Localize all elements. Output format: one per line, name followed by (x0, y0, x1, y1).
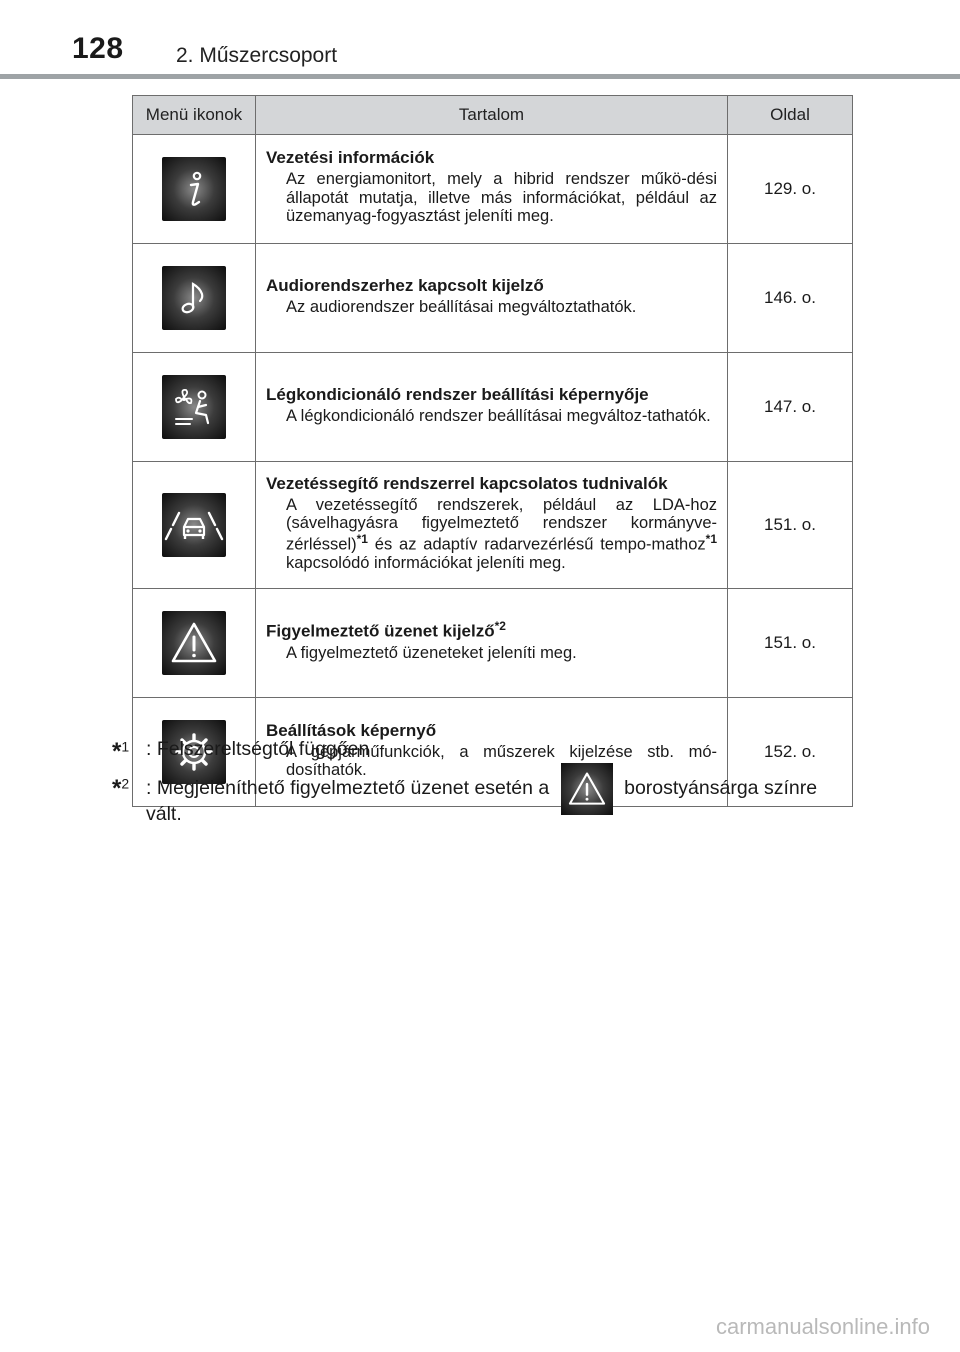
item-description-part: és az adaptív radarvezérlésű tempo-mathoz (367, 535, 706, 554)
footnote-2 (112, 775, 852, 826)
column-header-page: Oldal (728, 96, 853, 135)
footnote-text: borostyánsárga színre vált. (146, 777, 818, 825)
page-number: 128 (72, 32, 124, 65)
table-row (133, 135, 853, 244)
climate-fan-icon (162, 375, 226, 439)
content-cell (256, 462, 728, 589)
page-reference: 129. o. (728, 135, 853, 244)
item-description-part: kapcsolódó információkat jeleníti meg. (286, 553, 566, 572)
lane-assist-car-icon (162, 493, 226, 557)
item-description (266, 496, 717, 572)
icon-cell (133, 353, 256, 462)
page-reference: 146. o. (728, 244, 853, 353)
item-description: A gépjárműfunkciók, a műszerek kijelzése stb. mó-dosíthatók. (286, 742, 717, 779)
page-reference: 151. o. (728, 462, 853, 589)
watermark: carmanualsonline.info (715, 1314, 930, 1339)
item-title: Vezetési információk (266, 148, 435, 168)
column-header-content: Tartalom (256, 96, 728, 135)
header-rule (0, 74, 960, 79)
table-row (133, 244, 853, 353)
item-description-part: A vezetéssegítő rendszerek, például az LDA-hoz (sávelhagyásra figyelmeztető rendszer kormányve-zérléssel) (286, 495, 717, 554)
content-cell (256, 244, 728, 353)
page-reference: 151. o. (728, 589, 853, 698)
icon-cell (133, 244, 256, 353)
section-title: 2. Műszercsoport (176, 44, 338, 67)
icon-cell (133, 462, 256, 589)
footnote-marker (112, 775, 129, 803)
footnote-star: * (112, 738, 122, 765)
item-title: Vezetéssegítő rendszerrel kapcsolatos tudnivalók (266, 473, 668, 493)
item-description: Az energiamonitort, mely a hibrid rendszer műkö-dési állapotát mutatja, illetve más információkat, például az üzemanyag-fogyasztást jeleníti meg. (286, 170, 717, 226)
footnote-marker (112, 738, 129, 766)
music-note-icon (162, 266, 226, 330)
info-icon (162, 157, 226, 221)
column-header-icons: Menü ikonok (133, 96, 256, 135)
warning-triangle-icon (162, 611, 226, 675)
table-header-row (133, 96, 853, 135)
content-cell (256, 135, 728, 244)
footnote-ref: *2 (494, 619, 506, 634)
item-title-text: Figyelmeztető üzenet kijelző (266, 622, 495, 642)
content-cell (256, 353, 728, 462)
footnote-number: 2 (121, 775, 130, 792)
page-header (0, 0, 960, 80)
item-description: A figyelmeztető üzeneteket jeleníti meg. (286, 644, 577, 663)
item-description: Az audiorendszer beállításai megváltoztathatók. (286, 297, 637, 316)
footnotes (112, 738, 852, 826)
footnote-ref: *1 (356, 531, 368, 546)
item-description: A légkondicionáló rendszer beállításai megváltoz-tathatók. (286, 406, 711, 425)
page-reference: 152. o. (728, 698, 853, 807)
footnote-number: 1 (121, 738, 130, 755)
item-title: Audiorendszerhez kapcsolt kijelző (266, 275, 544, 295)
item-title: Légkondicionáló rendszer beállítási képernyője (266, 384, 649, 404)
item-title (266, 619, 717, 642)
icon-cell (133, 589, 256, 698)
table-row (133, 353, 853, 462)
table-row (133, 589, 853, 698)
warning-triangle-icon (561, 763, 613, 815)
footnote-text: : Megjeleníthető figyelmeztető üzenet esetén a (146, 777, 550, 800)
footnote-1 (112, 738, 852, 765)
menu-icons-table (132, 95, 853, 807)
table-row (133, 462, 853, 589)
icon-cell (133, 135, 256, 244)
footnote-text: : Felszereltségtől függően (146, 738, 370, 760)
page-reference: 147. o. (728, 353, 853, 462)
footnote-star: * (112, 775, 122, 802)
item-title: Beállítások képernyő (266, 720, 437, 740)
footnote-ref: *1 (705, 531, 717, 546)
content-cell (256, 589, 728, 698)
